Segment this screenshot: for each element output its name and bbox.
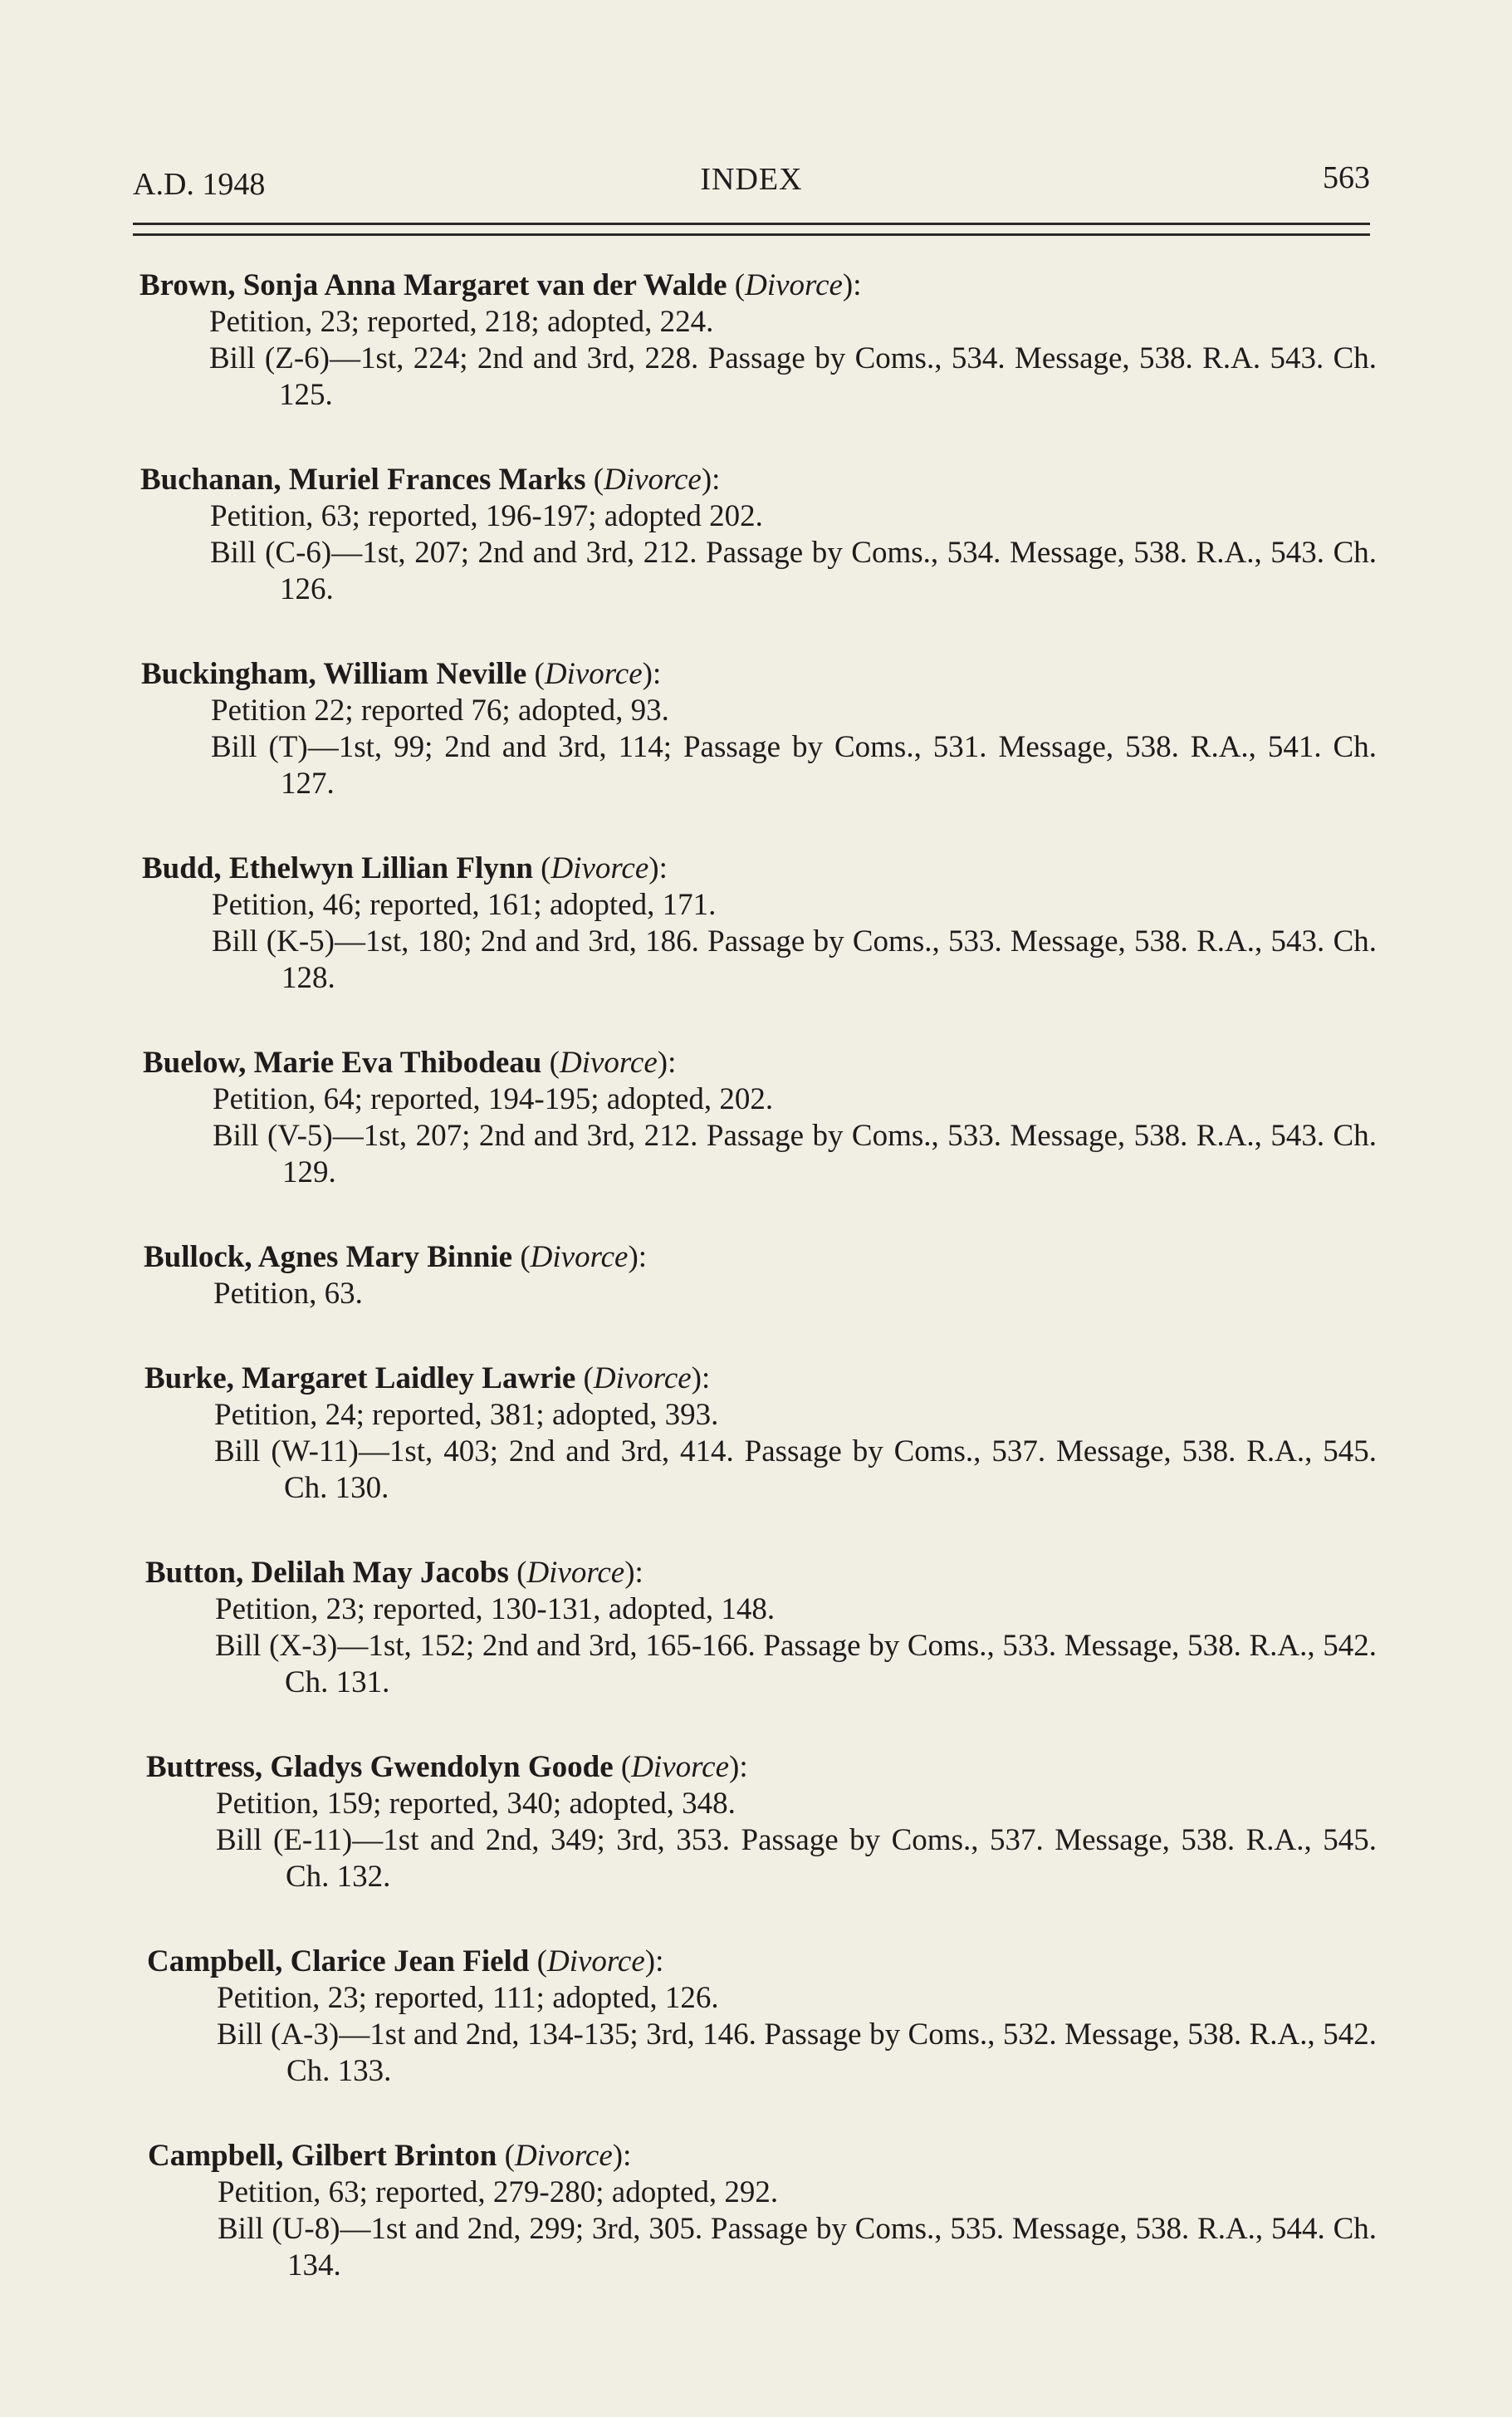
entry-detail-line: Petition, 23; reported, 218; adopted, 224. — [209, 305, 714, 339]
entry-detail-line: Petition, 64; reported, 194-195; adopted, 202. — [213, 1082, 774, 1116]
entry-heading: Button, Delilah May Jacobs (Divorce): — [145, 1556, 643, 1590]
entry-name: Button, Delilah May Jacobs — [145, 1556, 509, 1590]
index-entries — [139, 267, 1377, 2332]
index-entry — [144, 1239, 1377, 1312]
index-entry — [139, 267, 1377, 414]
index-entry — [140, 462, 1377, 608]
entry-type: Divorce — [514, 2139, 613, 2173]
entry-detail-line: Petition, 24; reported, 381; adopted, 393. — [214, 1398, 719, 1432]
entry-heading: Buttress, Gladys Gwendolyn Goode (Divorce): — [146, 1750, 748, 1784]
entry-detail-line: Bill (K-5)—1st, 180; 2nd and 3rd, 186. Passage by Coms., 533. Message, 538. R.A., 543. Ch. 128. — [212, 924, 1377, 995]
entry-type: Divorce — [544, 657, 643, 691]
entry-type: Divorce — [559, 1046, 658, 1080]
entry-heading: Bullock, Agnes Mary Binnie (Divorce): — [144, 1240, 648, 1274]
header-title: INDEX — [700, 162, 803, 197]
header-year: A.D. 1948 — [133, 167, 266, 202]
entry-type: Divorce — [631, 1750, 729, 1784]
entry-detail-line: Bill (U-8)—1st and 2nd, 299; 3rd, 305. Passage by Coms., 535. Message, 538. R.A., 544. Ch. 134. — [218, 2212, 1377, 2282]
entry-detail-line: Bill (E-11)—1st and 2nd, 349; 3rd, 353. Passage by Coms., 537. Message, 538. R.A., 545. Ch. 132. — [216, 1823, 1377, 1894]
entry-detail-line: Petition, 23; reported, 130-131, adopted, 148. — [215, 1592, 776, 1626]
entry-heading: Campbell, Gilbert Brinton (Divorce): — [148, 2139, 632, 2173]
entry-detail-line: Bill (A-3)—1st and 2nd, 134-135; 3rd, 146. Passage by Coms., 532. Message, 538. R.A., 542. Ch. 133. — [217, 2017, 1377, 2088]
entry-detail-line: Bill (W-11)—1st, 403; 2nd and 3rd, 414. Passage by Coms., 537. Message, 538. R.A., 545. Ch. 130. — [214, 1434, 1377, 1505]
entry-name: Brown, Sonja Anna Margaret van der Walde — [139, 268, 727, 302]
entry-detail-line: Petition, 63; reported, 196-197; adopted 202. — [210, 499, 763, 533]
entry-detail-line: Petition, 159; reported, 340; adopted, 348. — [216, 1787, 736, 1821]
entry-detail-line: Bill (C-6)—1st, 207; 2nd and 3rd, 212. Passage by Coms., 534. Message, 538. R.A., 543. Ch. 126. — [210, 536, 1377, 606]
entry-detail-line: Bill (Z-6)—1st, 224; 2nd and 3rd, 228. Passage by Coms., 534. Message, 538. R.A. 543. Ch. 125. — [209, 341, 1377, 412]
index-entry — [143, 1045, 1377, 1191]
index-entry — [144, 1360, 1377, 1507]
entry-detail-line: Bill (T)—1st, 99; 2nd and 3rd, 114; Passage by Coms., 531. Message, 538. R.A., 541. Ch. 127. — [211, 730, 1377, 801]
entry-type: Divorce — [745, 268, 843, 302]
index-entry — [146, 1749, 1377, 1895]
entry-detail-line: Petition, 23; reported, 111; adopted, 126. — [217, 1981, 719, 2015]
header-double-rule — [133, 223, 1370, 236]
page-header — [133, 159, 1370, 209]
index-entry — [145, 1555, 1377, 1701]
page-number: 563 — [1323, 160, 1370, 195]
entry-detail-line: Bill (V-5)—1st, 207; 2nd and 3rd, 212. Passage by Coms., 533. Message, 538. R.A., 543. Ch. 129. — [213, 1119, 1377, 1189]
entry-detail-line: Petition, 63. — [213, 1277, 363, 1311]
entry-detail-line: Petition, 63; reported, 279-280; adopted, 292. — [218, 2175, 779, 2209]
entry-heading: Buchanan, Muriel Frances Marks (Divorce): — [140, 463, 721, 497]
entry-detail-line: Petition 22; reported 76; adopted, 93. — [211, 694, 669, 728]
entry-type: Divorce — [530, 1240, 629, 1274]
entry-detail-line: Bill (X-3)—1st, 152; 2nd and 3rd, 165-166. Passage by Coms., 533. Message, 538. R.A., 542. Ch. 131. — [215, 1629, 1377, 1699]
entry-name: Buelow, Marie Eva Thibodeau — [143, 1046, 542, 1080]
index-entry — [148, 2138, 1377, 2284]
entry-type: Divorce — [526, 1556, 625, 1590]
entry-name: Bullock, Agnes Mary Binnie — [144, 1240, 513, 1274]
entry-heading: Buckingham, William Neville (Divorce): — [141, 657, 662, 691]
entry-name: Buttress, Gladys Gwendolyn Goode — [146, 1750, 614, 1784]
index-entry — [142, 851, 1377, 997]
entry-heading: Burke, Margaret Laidley Lawrie (Divorce): — [144, 1361, 711, 1395]
entry-name: Budd, Ethelwyn Lillian Flynn — [142, 851, 533, 885]
entry-name: Campbell, Clarice Jean Field — [147, 1944, 530, 1978]
entry-heading: Campbell, Clarice Jean Field (Divorce): — [147, 1944, 664, 1978]
entry-heading: Buelow, Marie Eva Thibodeau (Divorce): — [143, 1046, 677, 1080]
index-entry — [141, 656, 1377, 802]
entry-type: Divorce — [604, 463, 702, 497]
entry-type: Divorce — [593, 1361, 692, 1395]
entry-type: Divorce — [550, 851, 649, 885]
entry-heading: Brown, Sonja Anna Margaret van der Walde (Divorce): — [139, 268, 862, 302]
entry-type: Divorce — [546, 1944, 645, 1978]
entry-name: Burke, Margaret Laidley Lawrie — [144, 1361, 576, 1395]
entry-name: Campbell, Gilbert Brinton — [148, 2139, 497, 2173]
entry-name: Buckingham, William Neville — [141, 657, 527, 691]
index-entry — [147, 1944, 1377, 2090]
entry-heading: Budd, Ethelwyn Lillian Flynn (Divorce): — [142, 851, 668, 885]
entry-name: Buchanan, Muriel Frances Marks — [140, 463, 586, 497]
entry-detail-line: Petition, 46; reported, 161; adopted, 171. — [212, 888, 717, 922]
